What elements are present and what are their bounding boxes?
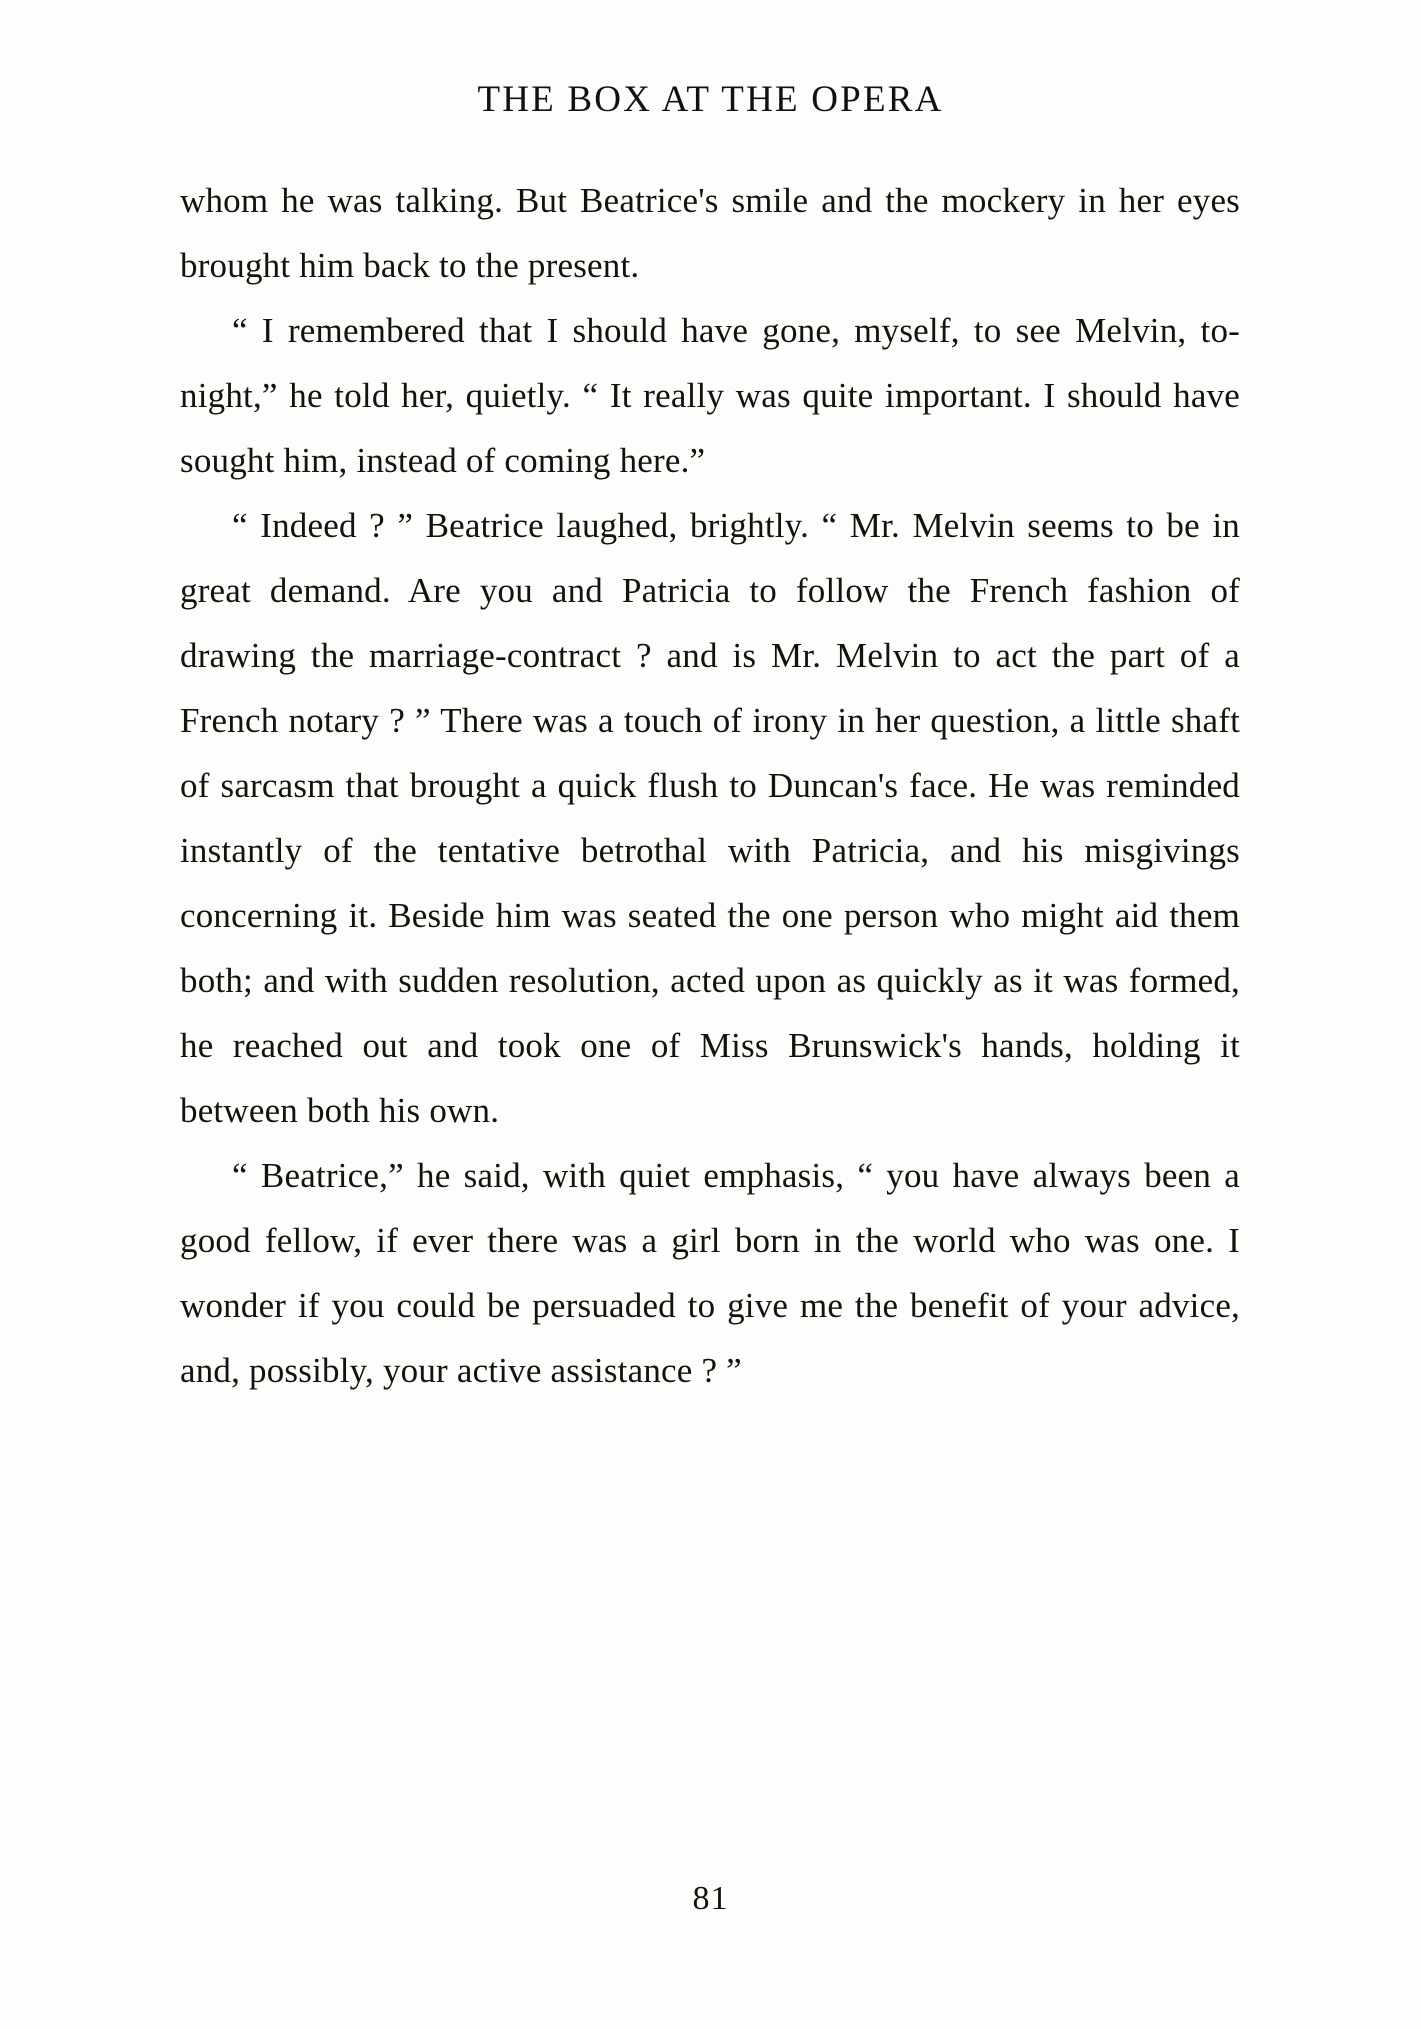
paragraph: “ Beatrice,” he said, with quiet emphasis, “ you have always been a good fellow, if ever there was a girl born in the world who was one. I wonder if you could be persuaded to give me the benefit of your advice, and, possibly, your active assistance ? ” [180, 1156, 1240, 1390]
text-block [180, 168, 1240, 1403]
paragraph: whom he was talking. But Beatrice's smile and the mockery in her eyes brought him back to the present. [180, 181, 1240, 285]
running-head: THE BOX AT THE OPERA [477, 79, 944, 120]
page-number: 81 [692, 1880, 729, 1917]
paragraph: “ Indeed ? ” Beatrice laughed, brightly. “ Mr. Melvin seems to be in great demand. Are you and Patricia to follow the French fashion of drawing the marriage-contract ? and is Mr. Melvin to act the part of a French notary ? ” There was a touch of irony in her question, a little shaft of sarcasm that brought a quick flush to Duncan's face. He was reminded instantly of the tentative betrothal with Patricia, and his misgivings concerning it. Beside him was seated the one person who might aid them both; and with sudden resolution, acted upon as quickly as it was formed, he reached out and took one of Miss Brunswick's hands, holding it between both his own. [180, 506, 1240, 1130]
paragraph: “ I remembered that I should have gone, myself, to see Melvin, to-night,” he told her, quietly. “ It really was quite important. I should have sought him, instead of coming here.” [180, 311, 1240, 480]
